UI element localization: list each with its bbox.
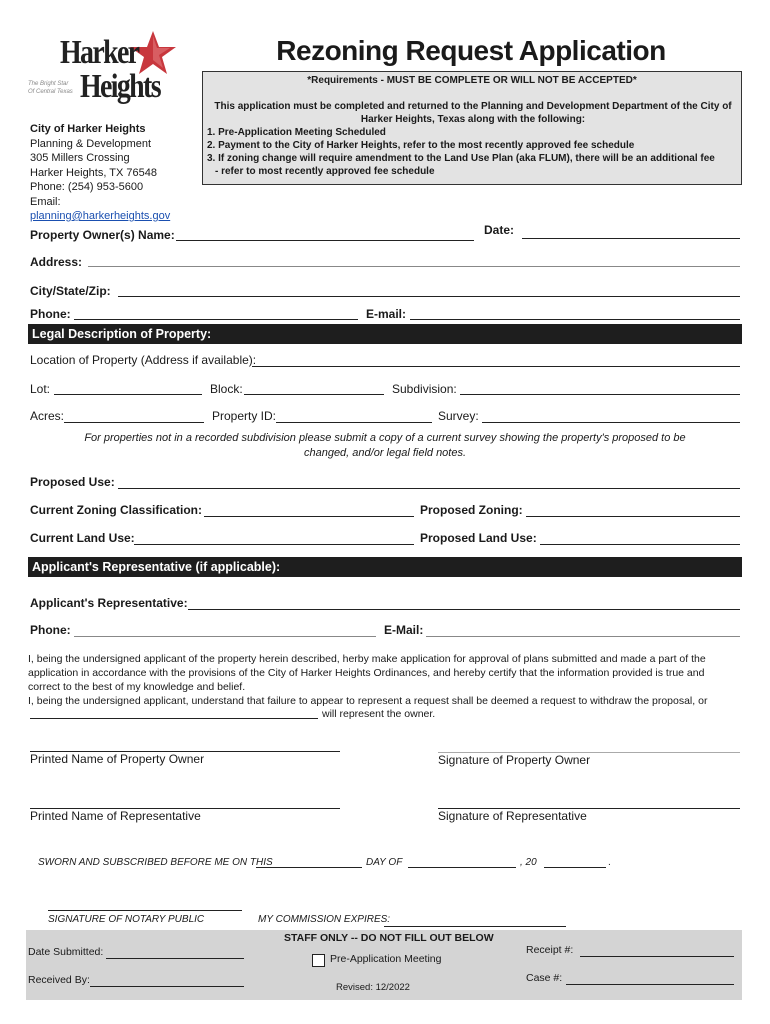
receipt-field[interactable]	[580, 956, 734, 957]
declaration-p2-l1: I, being the undersigned applicant, understand that failure to appear to represent a request shall be deemed a request to withdraw the proposal, or	[28, 695, 708, 707]
location-field[interactable]	[252, 366, 740, 367]
requirements-box	[202, 71, 742, 185]
sworn-text: SWORN AND SUBSCRIBED BEFORE ME ON THIS	[38, 857, 273, 868]
representative-phone-field[interactable]	[74, 636, 376, 637]
contact-phone: Phone: (254) 953-5600	[30, 181, 144, 193]
representative-header: Applicant's Representative (if applicable):	[28, 557, 742, 577]
printed-owner-label: Printed Name of Property Owner	[30, 752, 205, 766]
logo-tagline: The Bright Star Of Central Texas	[28, 81, 73, 95]
declaration-p2-l2: will represent the owner.	[322, 708, 436, 720]
received-by-label: Received By:	[28, 974, 90, 986]
representative-name-label: Applicant's Representative:	[30, 596, 188, 610]
representative-blank[interactable]	[30, 718, 318, 719]
declaration-p1-l2: application in accordance with the provisions of the City of Harker Heights Ordinances, and hereby certify that the information provided is true and	[28, 667, 705, 679]
date-submitted-field[interactable]	[106, 958, 244, 959]
sworn-period: .	[608, 857, 611, 868]
instruction-item-1: 1. Pre-Application Meeting Scheduled	[207, 127, 386, 138]
declaration-p1-l3: correct to the best of my knowledge and belief.	[28, 681, 246, 693]
owner-name-field[interactable]	[176, 240, 474, 241]
acres-field[interactable]	[64, 422, 204, 423]
case-label: Case #:	[526, 972, 563, 984]
owner-email-label: E-mail:	[366, 307, 407, 321]
block-field[interactable]	[244, 394, 384, 395]
printed-rep-label: Printed Name of Representative	[30, 809, 201, 823]
proposed-land-use-label: Proposed Land Use:	[420, 531, 537, 545]
commission-label: MY COMMISSION EXPIRES:	[258, 914, 391, 925]
survey-field[interactable]	[482, 422, 740, 423]
declaration	[28, 652, 742, 708]
address-label: Address:	[30, 255, 83, 269]
address-field[interactable]	[88, 266, 740, 267]
representative-name-field[interactable]	[188, 609, 740, 610]
legal-description-header: Legal Description of Property:	[28, 324, 742, 344]
notary-signature-label: SIGNATURE OF NOTARY PUBLIC	[48, 914, 205, 925]
proposed-use-field[interactable]	[118, 488, 740, 489]
property-id-label: Property ID:	[212, 409, 277, 423]
proposed-zoning-field[interactable]	[526, 516, 740, 517]
commission-field[interactable]	[384, 926, 566, 927]
city-state-zip-field[interactable]	[118, 296, 740, 297]
rep-signature-label: Signature of Representative	[438, 809, 587, 823]
date-field[interactable]	[522, 238, 740, 239]
contact-block	[30, 122, 170, 224]
survey-note-line2: changed, and/or legal field notes.	[303, 447, 467, 459]
representative-phone-label: Phone:	[30, 623, 71, 637]
city-logo	[28, 30, 178, 112]
sworn-day-field[interactable]	[256, 867, 362, 868]
contact-city: Harker Heights, TX 76548	[30, 166, 157, 179]
sworn-month-field[interactable]	[408, 867, 516, 868]
lot-field[interactable]	[54, 394, 202, 395]
pre-app-label: Pre-Application Meeting	[330, 953, 442, 965]
page-title: Rezoning Request Application	[276, 35, 666, 66]
staff-only-box	[26, 930, 742, 1000]
location-label: Location of Property (Address if available):	[30, 353, 257, 367]
instruction-item-3: 3. If zoning change will require amendment to the Land Use Plan (aka FLUM), there will be an additional fee	[207, 153, 715, 164]
property-id-field[interactable]	[276, 422, 432, 423]
owner-name-label: Property Owner(s) Name:	[30, 228, 175, 242]
notary-signature-field[interactable]	[48, 910, 242, 911]
city-state-zip-label: City/State/Zip:	[30, 284, 111, 298]
case-field[interactable]	[566, 984, 734, 985]
lot-label: Lot:	[30, 382, 51, 396]
received-by-field[interactable]	[90, 986, 244, 987]
contact-email-link[interactable]: planning@harkerheights.gov	[30, 210, 171, 222]
current-zoning-field[interactable]	[204, 516, 414, 517]
representative-email-field[interactable]	[426, 636, 740, 637]
contact-street: 305 Millers Crossing	[30, 152, 130, 164]
instruction-item-3-cont: - refer to most recently approved fee schedule	[215, 166, 435, 177]
logo-line1: Harker	[60, 34, 139, 71]
proposed-land-use-field[interactable]	[540, 544, 740, 545]
logo-line2: Heights	[80, 68, 160, 105]
subdivision-label: Subdivision:	[392, 382, 457, 396]
receipt-label: Receipt #:	[526, 944, 574, 956]
date-submitted-label: Date Submitted:	[28, 946, 104, 958]
proposed-use-label: Proposed Use:	[30, 475, 115, 489]
block-label: Block:	[210, 382, 243, 396]
date-label: Date:	[484, 223, 515, 237]
instructions-intro: This application must be completed and returned to the Planning and Development Department of the City of Harker Heights, Texas along with the following:	[214, 101, 732, 125]
survey-label: Survey:	[438, 409, 479, 423]
contact-org: City of Harker Heights	[30, 123, 146, 135]
current-land-use-field[interactable]	[134, 544, 414, 545]
subdivision-field[interactable]	[460, 394, 740, 395]
proposed-zoning-label: Proposed Zoning:	[420, 503, 523, 517]
instruction-item-2: 2. Payment to the City of Harker Heights, refer to the most recently approved fee schedule	[207, 140, 635, 151]
survey-note-line1: For properties not in a recorded subdivision please submit a copy of a current survey showing the property's proposed to be	[84, 432, 686, 444]
owner-phone-field[interactable]	[74, 319, 358, 320]
pre-app-checkbox[interactable]	[312, 954, 325, 967]
day-of-text: DAY OF	[366, 857, 403, 868]
current-zoning-label: Current Zoning Classification:	[30, 503, 203, 517]
declaration-p1-l1: I, being the undersigned applicant of the property herein described, herby make application for approval of plans submitted and made a part of the	[28, 653, 706, 665]
sworn-year-field[interactable]	[544, 867, 606, 868]
representative-email-label: E-Mail:	[384, 623, 424, 637]
owner-signature-label: Signature of Property Owner	[438, 753, 591, 767]
staff-only-header: STAFF ONLY -- DO NOT FILL OUT BELOW	[284, 932, 494, 944]
revised-label: Revised: 12/2022	[336, 982, 410, 993]
current-land-use-label: Current Land Use:	[30, 531, 135, 545]
requirements-note: *Requirements - MUST BE COMPLETE OR WILL NOT BE ACCEPTED*	[307, 75, 637, 86]
acres-label: Acres:	[30, 409, 65, 423]
year-prefix: , 20	[520, 857, 537, 868]
owner-phone-label: Phone:	[30, 307, 71, 321]
contact-email-label: Email:	[30, 195, 61, 208]
contact-dept: Planning & Development	[30, 137, 152, 150]
owner-email-field[interactable]	[410, 319, 740, 320]
